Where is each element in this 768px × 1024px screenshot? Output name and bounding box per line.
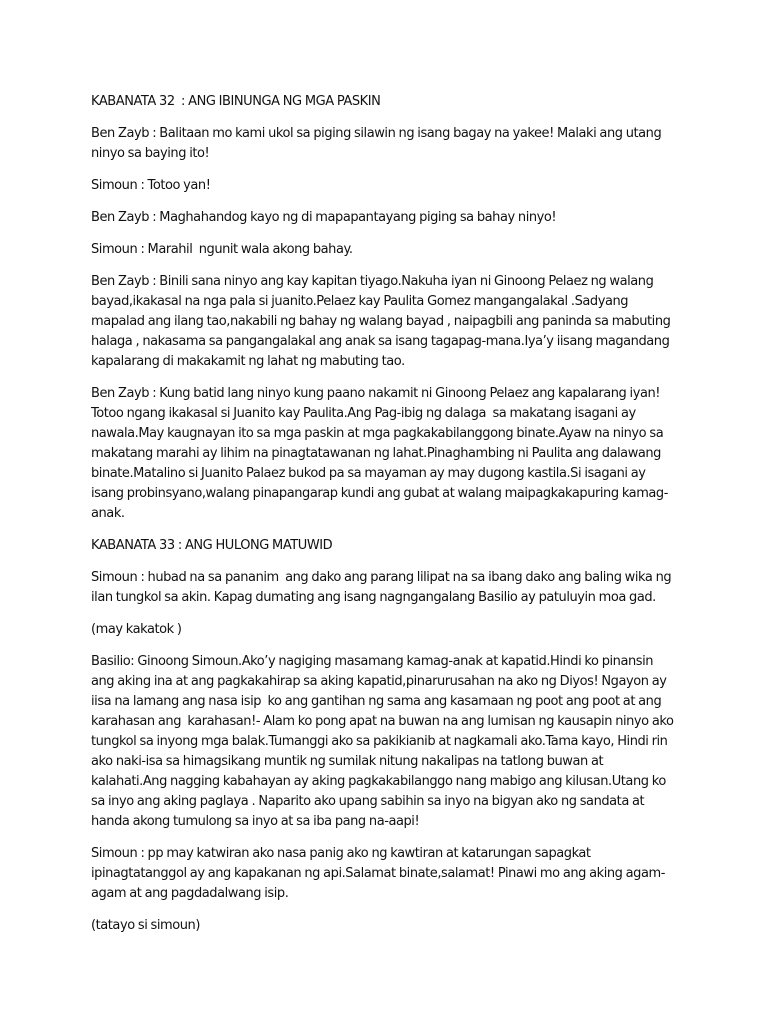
dialogue-paragraph: Simoun : hubad na sa pananim ang dako ang parang lilipat na sa ibang dako ang baling wika ng ilan tungkol sa akin. Kapag dumating ang isang nagngangalang Basilio ay patuluyin moa gad. [91,570,675,605]
document-page [91,92,677,948]
chapter-33-heading: KABANATA 33 : ANG HULONG MATUWID [91,538,333,553]
dialogue-paragraph: Ben Zayb : Binili sana ninyo ang kay kapitan tiyago.Nakuha iyan ni Ginoong Pelaez ng walang bayad,ikakasal na nga pala si juanito.Pelaez kay Paulita Gomez mangangalakal .Sadyang mapalad ang ilang tao,nakabili ng bahay ng walang bayad , naipagbili ang paninda sa mabuting halaga , nakasama sa pangangalakal ang anak sa isang tagapag-mana.Iya’y iisang magandang kapalarang di makakamit ng lahat ng mabuting tao. [91,274,674,369]
stage-direction: (tatayo si simoun) [91,918,200,933]
chapter-32-heading: KABANATA 32 : ANG IBINUNGA NG MGA PASKIN [91,94,381,109]
dialogue-paragraph: Ben Zayb : Kung batid lang ninyo kung paano nakamit ni Ginoong Pelaez ang kapalarang iyan! Totoo ngang ikakasal si Juanito kay Paulita.Ang Pag-ibig ng dalaga sa makatang isagani ay nawala.May kaugnayan ito sa mga paskin at mga pagkakabilanggong binate.Ayaw na ninyo sa makatang marahi ay lihim na pinagtatawanan ng lahat.Pinaghambing ni Paulita ang dalawang binate.Matalino si Juanito Palaez bukod pa sa mayaman ay may dugong kastila.Si isagani ay isang probinsyano,walang pinapangarap kundi ang gubat at walang maipagkakapuring kamag-anak. [91,386,668,521]
dialogue-paragraph: Ben Zayb : Maghahandog kayo ng di mapapantayang piging sa bahay ninyo! [91,210,557,225]
dialogue-paragraph: Basilio: Ginoong Simoun.Ako’y nagiging masamang kamag-anak at kapatid.Hindi ko pinansin ang aking ina at ang pagkakahirap sa aking kapatid,pinarurusahan na ako ng Diyos! Ngayon ay iisa na lamang ang nasa isip ko ang gantihan ng sama ang kasamaan ng poot ang poot at ang karahasan ang karahasan!- Alam ko pong apat na buwan na ang lumisan ng kausapin ninyo ako tungkol sa inyong mga balak.Tumanggi ako sa pakikianib at nagkamali ako.Tama kayo, Hindi rin ako naki-isa sa himagsikang muntik ng sumilak nitung nakalipas na tatlong buwan at kalahati.Ang nagging kabahayan ay aking pagkakabilanggo nang mabigo ang kilusan.Utang ko sa inyo ang aking paglaya . Naparito ako upang sabihin sa inyo na bigyan ako ng sandata at handa akong tumulong sa inyo at sa iba pang na-aapi! [91,654,677,829]
dialogue-paragraph: Simoun : pp may katwiran ako nasa panig ako ng kawtiran at katarungan sapagkat ipinagtatanggol ay ang kapakanan ng api.Salamat binate,salamat! Pinawi mo ang aking agam-agam at ang pagdadalwang isip. [91,846,665,901]
dialogue-paragraph: Simoun : Marahil ngunit wala akong bahay. [91,242,353,257]
dialogue-paragraph: Ben Zayb : Balitaan mo kami ukol sa piging silawin ng isang bagay na yakee! Malaki ang utang ninyo sa baying ito! [91,126,665,161]
stage-direction: (may kakatok ) [91,622,182,637]
dialogue-paragraph: Simoun : Totoo yan! [91,178,211,193]
